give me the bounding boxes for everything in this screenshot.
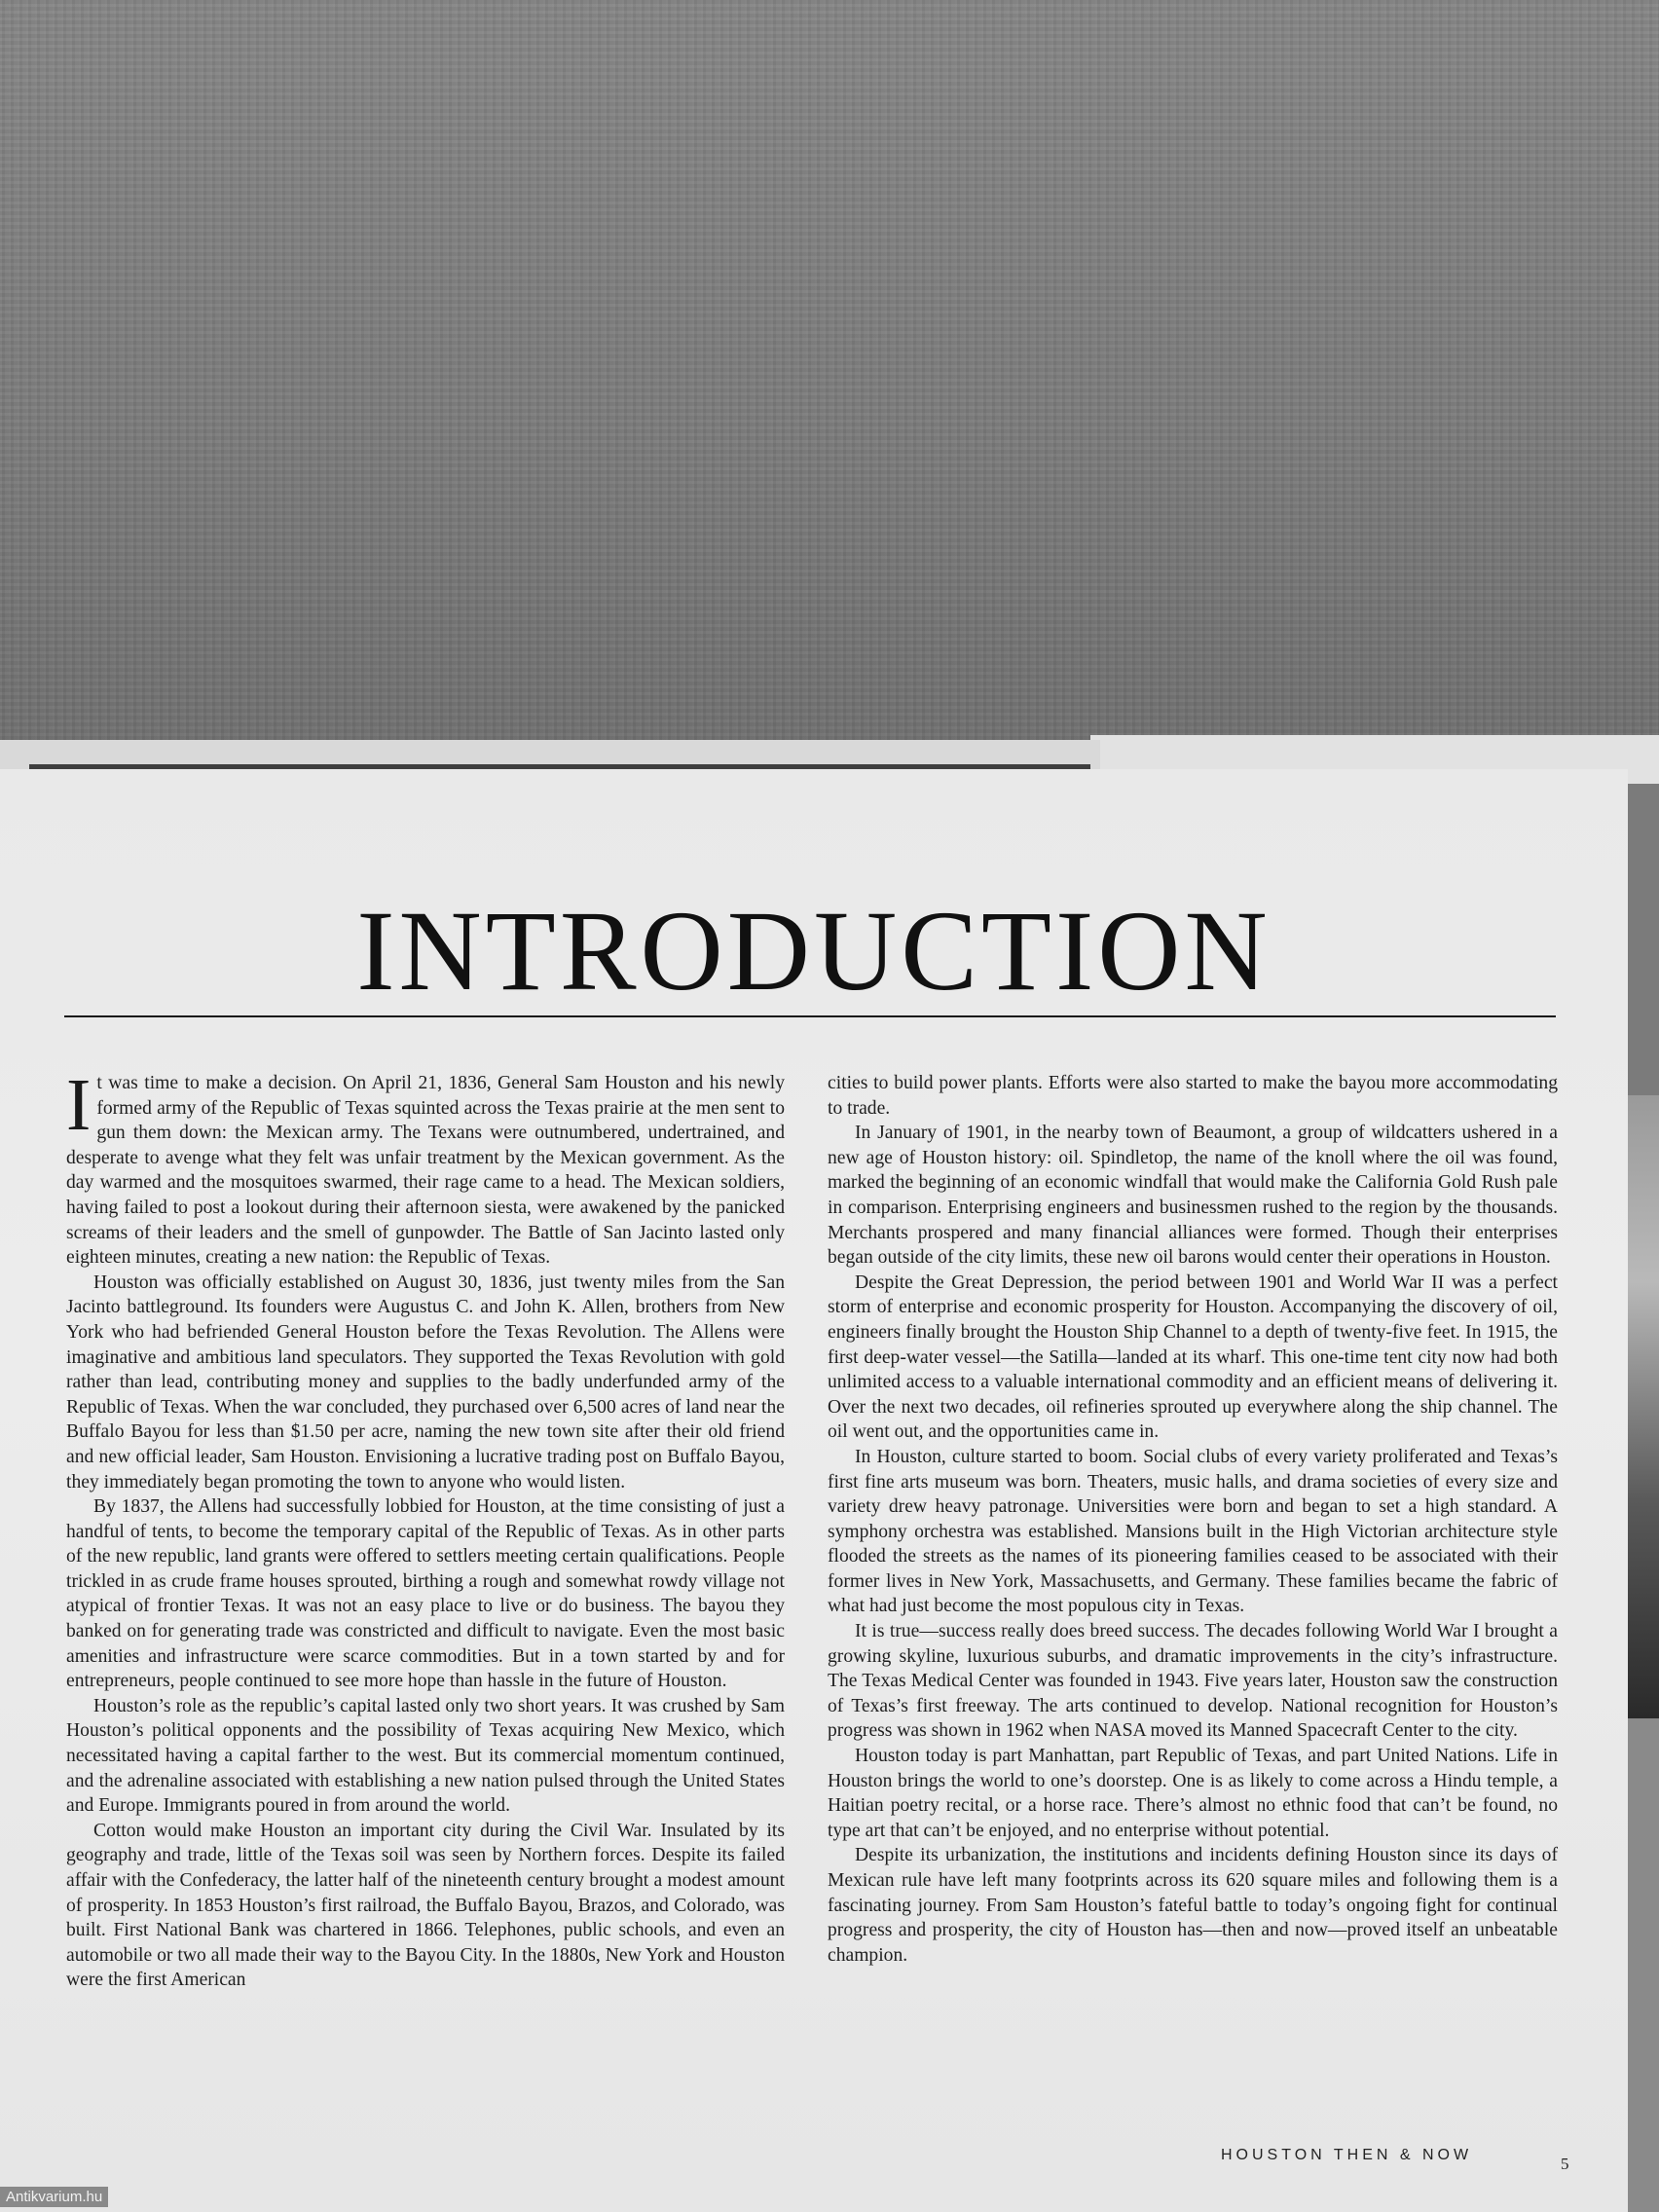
page-title: INTRODUCTION	[356, 887, 1272, 1014]
paragraph: Despite the Great Depression, the period between 1901 and World War II was a perfect storm of enterprise and economic prosperity for Houston. Accompanying the discovery of oil, engineers finally brought the Houston Ship Channel to a depth of twenty-five feet. In 1915, the first deep-water vessel—the Satilla—landed at its wharf. This one-time tent city now had both unlimited access to a valuable international commodity and an efficient means of delivering it. Over the next two decades, oil refineries sprouted up everywhere along the ship channel. The oil went out, and the opportunities came in.	[828, 1272, 1558, 1443]
paragraph: Despite its urbanization, the institutions and incidents defining Houston since its days of Mexican rule have left many footprints across its 620 square miles and following them is a fascinating journey. From Sam Houston’s fateful battle to today’s ongoing fight for continual progress and prosperity, the city of Houston has—then and now—proved itself an unbeatable champion.	[828, 1845, 1558, 1966]
watermark: Antikvarium.hu	[0, 2187, 108, 2207]
left-text-column	[66, 1064, 785, 1993]
drop-cap: I	[66, 1064, 92, 1146]
paragraph: Houston was officially established on August 30, 1836, just twenty miles from the San Jacinto battleground. Its founders were Augustus C. and John K. Allen, brothers from New York who had befriended General Houston before the Texas Revolution. The Allens were imaginative and ambitious land speculators. They supported the Texas Revolution with gold rather than lead, contributing money and supplies to the badly underfunded army of the Republic of Texas. When the war concluded, they purchased over 6,500 acres of land near the Buffalo Bayou for less than $1.50 per acre, naming the new town site after their old friend and new official leader, Sam Houston. Envisioning a lucrative trading post on Buffalo Bayou, they immediately began promoting the town to anyone who would listen.	[66, 1272, 785, 1493]
paragraph: cities to build power plants. Efforts were also started to make the bayou more accommodating to trade.	[828, 1073, 1558, 1119]
paragraph: It is true—success really does breed success. The decades following World War I brought a growing skyline, luxurious suburbs, and dramatic improvements in the city’s infrastructure. The Texas Medical Center was founded in 1943. Five years later, Houston saw the construction of Texas’s first freeway. The arts continued to develop. National recognition for Houston’s progress was shown in 1962 when NASA moved its Manned Spacecraft Center to the city.	[828, 1621, 1558, 1742]
right-text-column	[828, 1071, 1558, 1968]
adjacent-page-lower-edge	[1628, 1718, 1659, 2212]
paragraph: Houston’s role as the republic’s capital lasted only two short years. It was crushed by Sam Houston’s political opponents and the possibility of Texas acquiring New Mexico, which necessitated having a capital farther to the west. But its commercial momentum continued, and the adrenaline associated with establishing a new nation pulsed through the United States and Europe. Immigrants poured in from around the world.	[66, 1695, 785, 1817]
page-number: 5	[1561, 2155, 1569, 2173]
paragraph: It was time to make a decision. On April 21, 1836, General Sam Houston and his newly formed army of the Republic of Texas squinted across the Texas prairie at the men sent to gun them down: the Mexican army. The Texans were outnumbered, undertrained, and desperate to avenge what they felt was unfair treatment by the Mexican government. As the day warmed and the mosquitoes swarmed, their rage came to a head. The Mexican soldiers, having failed to post a lookout during their afternoon siesta, were awakened by the panicked screams of their leaders and the smell of gunpowder. The Battle of San Jacinto lasted only eighteen minutes, creating a new nation: the Republic of Texas.	[66, 1064, 785, 1269]
running-footer: HOUSTON THEN & NOW	[1221, 2147, 1473, 2163]
title-rule	[64, 1015, 1556, 1017]
paragraph: Cotton would make Houston an important city during the Civil War. Insulated by its geography and trade, little of the Texas soil was seen by Northern forces. Despite its failed affair with the Confederacy, the latter half of the nineteenth century brought a modest amount of prosperity. In 1853 Houston’s first railroad, the Buffalo Bayou, Brazos, and Colorado, was built. First National Bank was chartered in 1866. Telephones, public schools, and even an automobile or two all made their way to the Bayou City. In the 1880s, New York and Houston were the first American	[66, 1820, 785, 1991]
paragraph: By 1837, the Allens had successfully lobbied for Houston, at the time consisting of just a handful of tents, to become the temporary capital of the Republic of Texas. As in other parts of the new republic, land grants were offered to settlers meeting certain qualifications. People trickled in as crude frame houses sprouted, birthing a rough and somewhat rowdy village not atypical of frontier Texas. It was not an easy place to live or do business. The bayou they banked on for generating trade was constricted and difficult to navigate. Even the most basic amenities and infrastructure were scarce commodities. But in a town started by and for entrepreneurs, people continued to see more hope than hassle in the future of Houston.	[66, 1496, 785, 1692]
paragraph: In January of 1901, in the nearby town of Beaumont, a group of wildcatters ushered in a new age of Houston history: oil. Spindletop, the name of the knoll where the oil was found, marked the beginning of an economic windfall that would make the California Gold Rush pale in comparison. Enterprising engineers and businessmen rushed to the region by the thousands. Merchants prospered and many financial alliances were formed. Though their enterprises began outside of the city limits, these new oil barons would center their operations in Houston.	[828, 1123, 1558, 1269]
adjacent-photo-edge	[1628, 1095, 1659, 1718]
paragraph: Houston today is part Manhattan, part Republic of Texas, and part United Nations. Life in Houston brings the world to one’s doorstep. One is as likely to come across a Hindu temple, a Haitian poetry recital, or a horse race. There’s almost no ethnic food that can’t be found, no type art that can’t be enjoyed, and no enterprise without potential.	[828, 1746, 1558, 1841]
background-surface	[0, 0, 1659, 750]
paragraph: In Houston, culture started to boom. Social clubs of every variety proliferated and Texas’s first fine arts museum was born. Theaters, music halls, and drama societies of every size and variety drew heavy patronage. Universities were born and began to set a high standard. A symphony orchestra was established. Mansions built in the High Victorian architecture style flooded the streets as the names of its pioneering families ceased to be associated with their former lives in New York, Massachusetts, and Germany. These families became the fabric of what had just become the most populous city in Texas.	[828, 1446, 1558, 1617]
